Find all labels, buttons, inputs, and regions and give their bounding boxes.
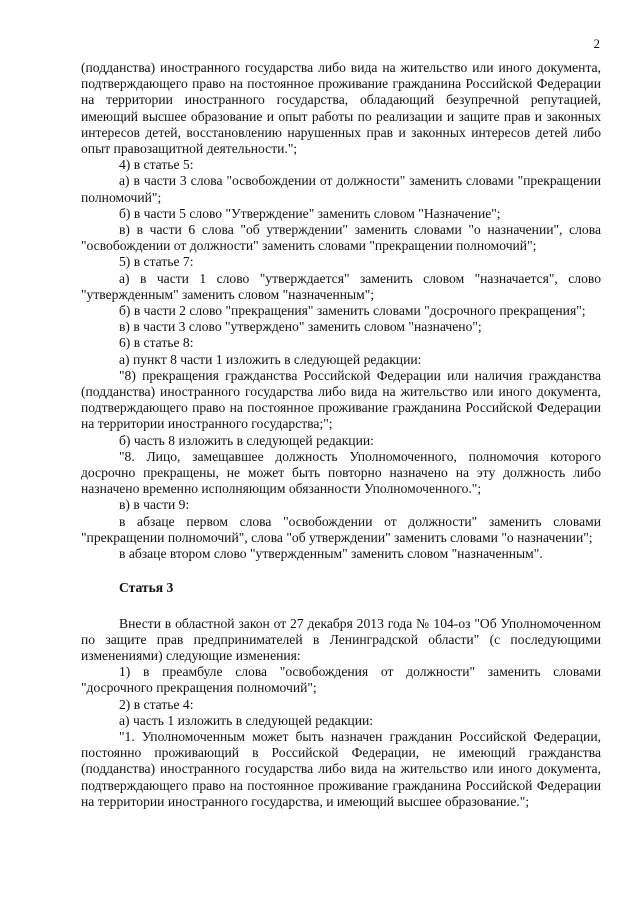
paragraph: в) в части 9: [119, 497, 190, 513]
paragraph: б) в части 5 слово "Утверждение" заменить словом "Назначение"; [119, 205, 501, 221]
paragraph: Внести в областной закон от 27 декабря 2013 года № 104-оз "Об Уполномоченном по защите прав предпринимателей в Ленинградской области" (с последующими изменениями) следующие изменения: [81, 615, 601, 663]
paragraph: а) часть 1 изложить в следующей редакции: [119, 712, 374, 728]
paragraph: а) в части 1 слово "утверждается" заменить словом "назначается", слово "утвержденным" заменить словом "назначенным"; [81, 270, 601, 302]
paragraph: 5) в статье 7: [119, 254, 194, 270]
paragraph: (подданства) иностранного государства либо вида на жительство или иного документа, подтверждающего право на постоянное проживание гражданина Российской Федерации на территории иностранного государства, обладающий безупречной репутацией, имеющий высшее образование и опыт работы по реализации и защите прав и законных интересов детей, восстановлению нарушенных прав и законных интересов детей либо опыт правозащитной деятельности."; [81, 60, 601, 157]
paragraph: "8. Лицо, замещавшее должность Уполномоченного, полномочия которого досрочно прекращены, не может быть повторно назначено на эту должность либо назначено временно исполняющим обязанности Уполномоченного."; [81, 448, 601, 497]
paragraph: б) в части 2 слово "прекращения" заменить словами "досрочного прекращения"; [119, 303, 586, 319]
paragraph: а) в части 3 слова "освобождении от должности" заменить словами "прекращении полномочий"; [81, 173, 601, 205]
paragraph: в) в части 6 слова "об утверждении" заменить словами "о назначении", слова "освобождении от должности" заменить словами "прекращении полномочий"; [81, 222, 601, 254]
paragraph: 2) в статье 4: [119, 696, 194, 712]
paragraph: в абзаце втором слово "утвержденным" заменить словом "назначенным". [119, 546, 543, 562]
article-heading: Статья 3 [119, 580, 174, 596]
paragraph: "1. Уполномоченным может быть назначен гражданин Российской Федерации, постоянно проживающий в Российской Федерации, не имеющий гражданства (подданства) иностранного государства либо вида на жительство или иного документа, подтверждающего право на постоянное проживание гражданина Российской Федерации на территории иностранного государства, и имеющий высшее образование."; [81, 728, 601, 809]
amendments-article-2-continued [81, 60, 601, 562]
page-number: 2 [593, 36, 600, 51]
document-body [81, 60, 601, 810]
paragraph: 6) в статье 8: [119, 335, 194, 351]
article-3-body [81, 616, 601, 810]
paragraph: в) в части 3 слово "утверждено" заменить словом "назначено"; [119, 319, 482, 335]
paragraph: 1) в преамбуле слова "освобождения от должности" заменить словами "досрочного прекращения полномочий"; [81, 664, 601, 696]
paragraph: 4) в статье 5: [119, 157, 194, 173]
paragraph: б) часть 8 изложить в следующей редакции: [119, 432, 374, 448]
paragraph: а) пункт 8 части 1 изложить в следующей редакции: [119, 351, 422, 367]
paragraph: "8) прекращения гражданства Российской Федерации или наличия гражданства (подданства) иностранного государства либо вида на жительство или иного документа, подтверждающего право на постоянное проживание гражданина Российской Федерации на территории иностранного государства;"; [81, 367, 601, 432]
paragraph: в абзаце первом слова "освобождении от должности" заменить словами "прекращении полномочий", слова "об утверждении" заменить словами "о назначении"; [81, 513, 601, 545]
